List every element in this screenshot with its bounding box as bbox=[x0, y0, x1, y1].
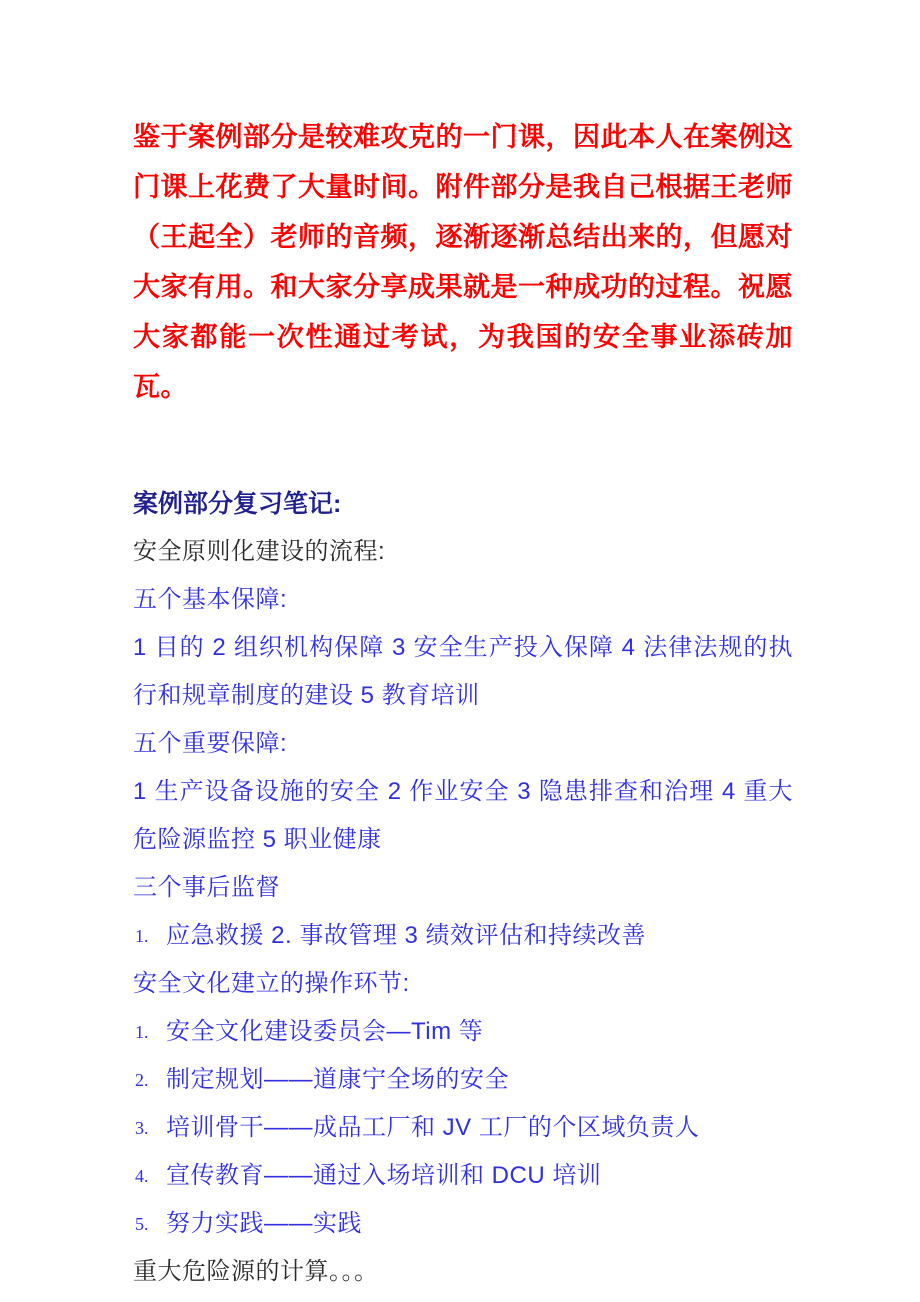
list-item-text: 努力实践——实践 bbox=[166, 1210, 362, 1237]
paragraph-safety-culture-steps-title: 安全文化建立的操作环节: bbox=[133, 970, 410, 997]
list-item-make-plan bbox=[133, 1056, 793, 1104]
paragraph-five-important-guarantees-items: 1 生产设备设施的安全 2 作业安全 3 隐患排查和治理 4 重大危险源监控 5 职业健康 bbox=[133, 778, 793, 853]
list-marker: 2. bbox=[135, 1070, 149, 1090]
list-item-practice bbox=[133, 1200, 793, 1248]
paragraph-major-hazard-calculation: 重大危险源的计算。。。 bbox=[133, 1258, 379, 1285]
list-marker: 4. bbox=[135, 1166, 149, 1186]
list-item-text: 应急救援 2. 事故管理 3 绩效评估和持续改善 bbox=[166, 922, 647, 949]
list-item-train-backbone bbox=[133, 1104, 793, 1152]
paragraph-safety-standardization-process: 安全原则化建设的流程: bbox=[133, 538, 386, 565]
paragraph-three-post-supervision-title: 三个事后监督 bbox=[133, 874, 280, 901]
list-item-text: 培训骨干——成品工厂和 JV 工厂的个区域负责人 bbox=[166, 1114, 700, 1141]
paragraph-five-basic-guarantees-items: 1 目的 2 组织机构保障 3 安全生产投入保障 4 法律法规的执行和规章制度的建设 5 教育培训 bbox=[133, 634, 793, 709]
list-marker: 1. bbox=[135, 1022, 149, 1042]
notes-heading: 案例部分复习笔记: bbox=[133, 490, 342, 518]
list-item-post-supervision bbox=[133, 912, 793, 960]
list-item-culture-committee bbox=[133, 1008, 793, 1056]
list-item-text: 制定规划——道康宁全场的安全 bbox=[166, 1066, 509, 1093]
list-marker: 5. bbox=[135, 1214, 149, 1234]
list-marker: 1. bbox=[135, 926, 149, 946]
list-item-publicity-education bbox=[133, 1152, 793, 1200]
list-item-text: 安全文化建设委员会—Tim 等 bbox=[166, 1018, 484, 1045]
list-marker: 3. bbox=[135, 1118, 149, 1138]
list-item-text: 宣传教育——通过入场培训和 DCU 培训 bbox=[166, 1162, 602, 1189]
paragraph-five-basic-guarantees-title: 五个基本保障: bbox=[133, 586, 288, 613]
paragraph-five-important-guarantees-title: 五个重要保障: bbox=[133, 730, 288, 757]
intro-paragraph: 鉴于案例部分是较难攻克的一门课，因此本人在案例这门课上花费了大量时间。附件部分是我自己根据王老师（王起全）老师的音频，逐渐逐渐总结出来的，但愿对大家有用。和大家分享成果就是一种成功的过程。祝愿大家都能一次性通过考试，为我国的安全事业添砖加瓦。 bbox=[133, 122, 793, 402]
